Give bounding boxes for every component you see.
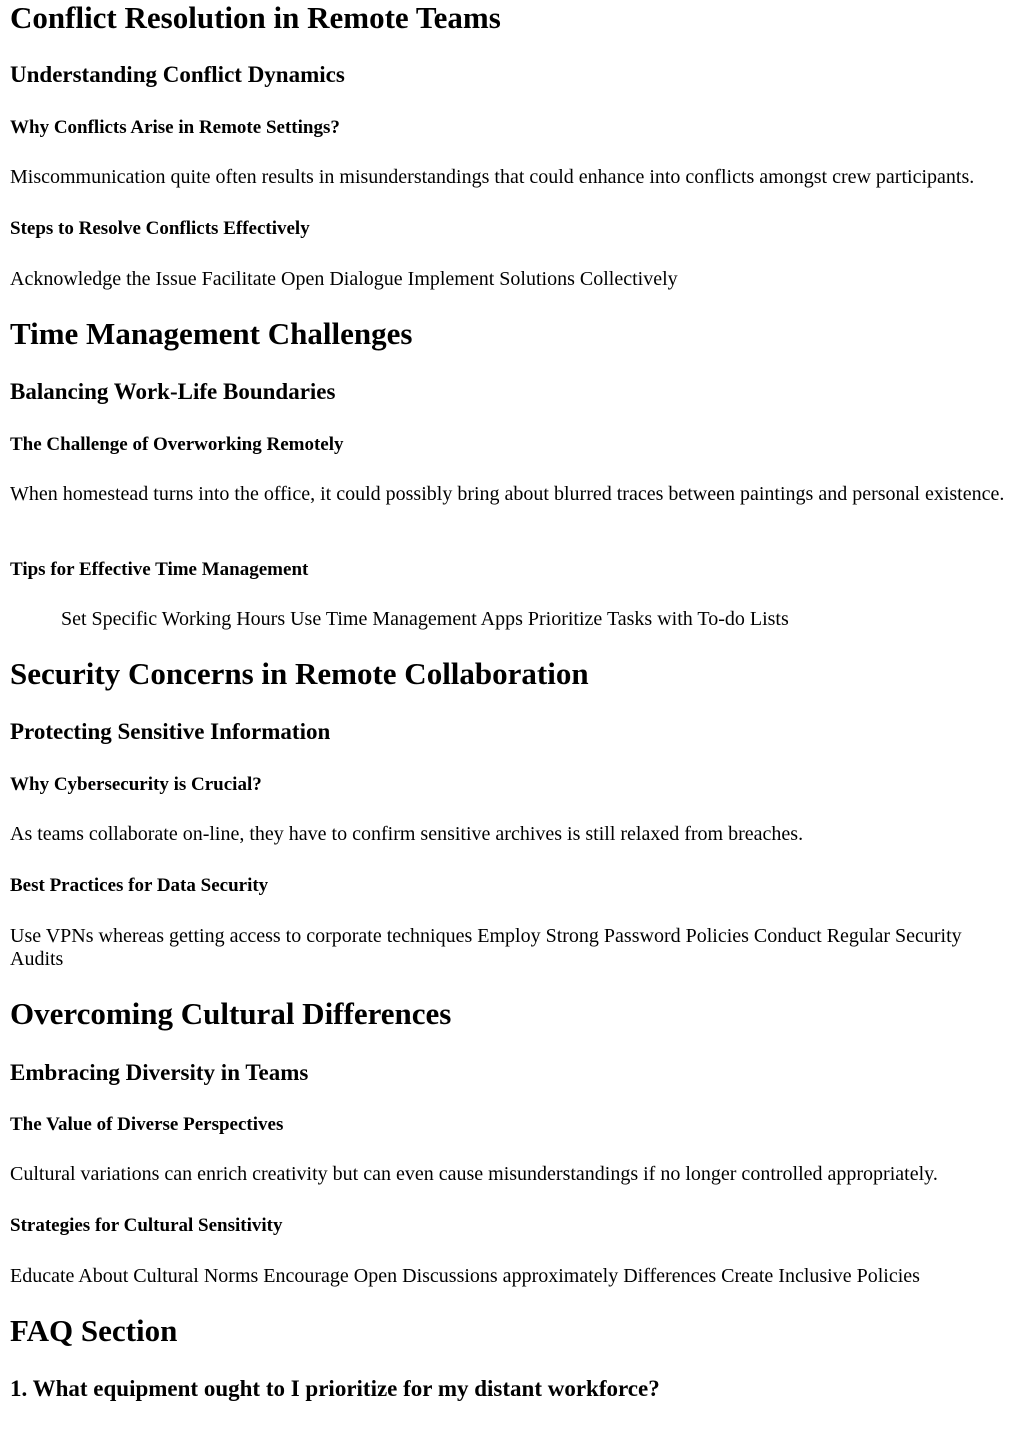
faq-title: FAQ Section: [10, 1313, 178, 1348]
paragraph: When homestead turns into the office, it could possibly bring about blurred traces between paintings and personal existence.: [10, 483, 1005, 505]
paragraph: Use VPNs whereas getting access to corporate techniques Employ Strong Password Policies Conduct Regular Security Audits: [10, 925, 962, 970]
paragraph: Miscommunication quite often results in misunderstandings that could enhance into conflicts amongst crew participants.: [10, 166, 975, 188]
paragraph: Acknowledge the Issue Facilitate Open Dialogue Implement Solutions Collectively: [10, 268, 678, 290]
faq-question: 1. What equipment ought to I prioritize for my distant workforce?: [10, 1376, 660, 1401]
paragraph: As teams collaborate on-line, they have to confirm sensitive archives is still relaxed from breaches.: [10, 823, 804, 845]
paragraph: Cultural variations can enrich creativity but can even cause misunderstandings if no longer controlled appropriately.: [10, 1163, 938, 1185]
subsection-heading: Tips for Effective Time Management: [10, 559, 309, 580]
section-subtitle: Embracing Diversity in Teams: [10, 1060, 309, 1085]
section-title: Conflict Resolution in Remote Teams: [10, 0, 501, 35]
section-title: Security Concerns in Remote Collaboration: [10, 656, 589, 691]
subsection-heading: Strategies for Cultural Sensitivity: [10, 1215, 283, 1236]
subsection-heading: Steps to Resolve Conflicts Effectively: [10, 218, 310, 239]
subsection-heading: Why Conflicts Arise in Remote Settings?: [10, 117, 340, 138]
subsection-heading: Why Cybersecurity is Crucial?: [10, 774, 262, 795]
section-subtitle: Balancing Work-Life Boundaries: [10, 379, 336, 404]
subsection-heading: The Challenge of Overworking Remotely: [10, 434, 344, 455]
section-title: Overcoming Cultural Differences: [10, 996, 452, 1031]
section-subtitle: Understanding Conflict Dynamics: [10, 62, 345, 87]
section-subtitle: Protecting Sensitive Information: [10, 719, 331, 744]
paragraph: Educate About Cultural Norms Encourage Open Discussions approximately Differences Create Inclusive Policies: [10, 1265, 920, 1287]
paragraph: Set Specific Working Hours Use Time Management Apps Prioritize Tasks with To-do Lists: [61, 608, 789, 630]
subsection-heading: Best Practices for Data Security: [10, 875, 269, 896]
subsection-heading: The Value of Diverse Perspectives: [10, 1114, 284, 1135]
section-title: Time Management Challenges: [10, 316, 413, 351]
